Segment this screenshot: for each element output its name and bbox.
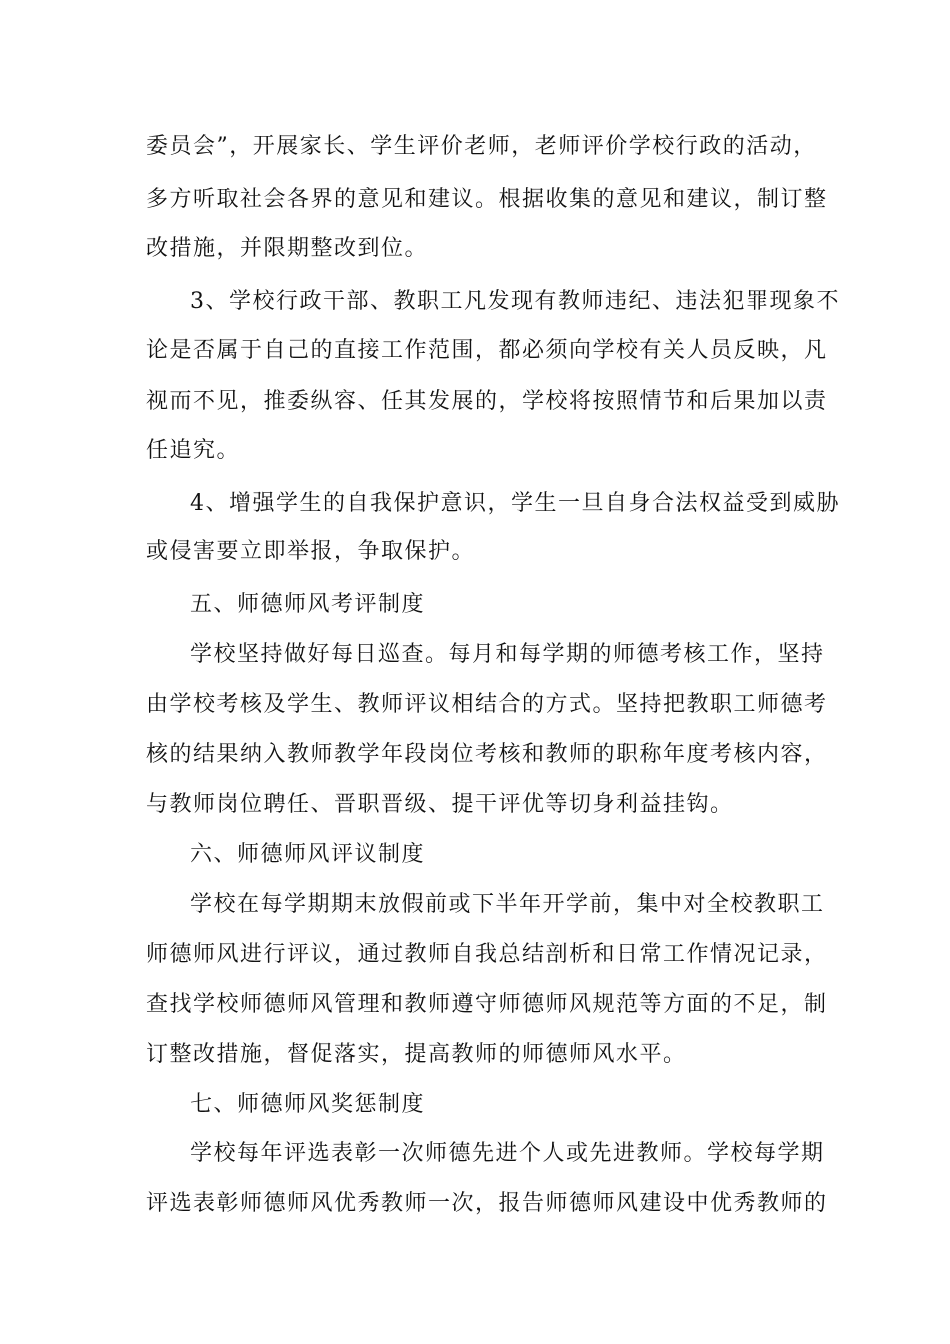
text-line: 订整改措施，督促落实，提高教师的师德师风水平。 xyxy=(146,1042,687,1067)
text-line: 4、增强学生的自我保护意识，学生一旦自身合法权益受到威胁 xyxy=(190,491,840,516)
text-line: 核的结果纳入教师教学年段岗位考核和教师的职称年度考核内容， xyxy=(146,742,828,767)
section-heading: 七、师德师风奖惩制度 xyxy=(190,1092,426,1117)
text-line: 学校坚持做好每日巡查。每月和每学期的师德考核工作，坚持 xyxy=(190,642,825,667)
text-line: 委员会”，开展家长、学生评价老师，老师评价学校行政的活动， xyxy=(146,134,817,159)
text-line: 或侵害要立即举报，争取保护。 xyxy=(146,539,476,564)
text-line: 视而不见，推委纵容、任其发展的，学校将按照情节和后果加以责 xyxy=(146,389,828,414)
text-line: 论是否属于自己的直接工作范围，都必须向学校有关人员反映，凡 xyxy=(146,338,828,363)
text-line: 3、学校行政干部、教职工凡发现有教师违纪、违法犯罪现象不 xyxy=(190,289,840,314)
text-line: 与教师岗位聘任、晋职晋级、提干评优等切身利益挂钩。 xyxy=(146,792,734,817)
text-line: 评选表彰师德师风优秀教师一次，报告师德师风建设中优秀教师的 xyxy=(146,1191,828,1216)
text-line: 学校每年评选表彰一次师德先进个人或先进教师。学校每学期 xyxy=(190,1141,825,1166)
text-line: 由学校考核及学生、教师评议相结合的方式。坚持把教职工师德考 xyxy=(146,692,828,717)
text-line: 任追究。 xyxy=(146,438,241,463)
section-heading: 五、师德师风考评制度 xyxy=(190,592,426,617)
text-line: 改措施，并限期整改到位。 xyxy=(146,236,429,261)
text-line: 查找学校师德师风管理和教师遵守师德师风规范等方面的不足，制 xyxy=(146,992,828,1017)
text-line: 学校在每学期期末放假前或下半年开学前，集中对全校教职工 xyxy=(190,892,825,917)
text-line: 多方听取社会各界的意见和建议。根据收集的意见和建议，制订整 xyxy=(146,187,828,212)
text-line: 师德师风进行评议，通过教师自我总结剖析和日常工作情况记录， xyxy=(146,942,828,967)
section-heading: 六、师德师风评议制度 xyxy=(190,842,426,867)
